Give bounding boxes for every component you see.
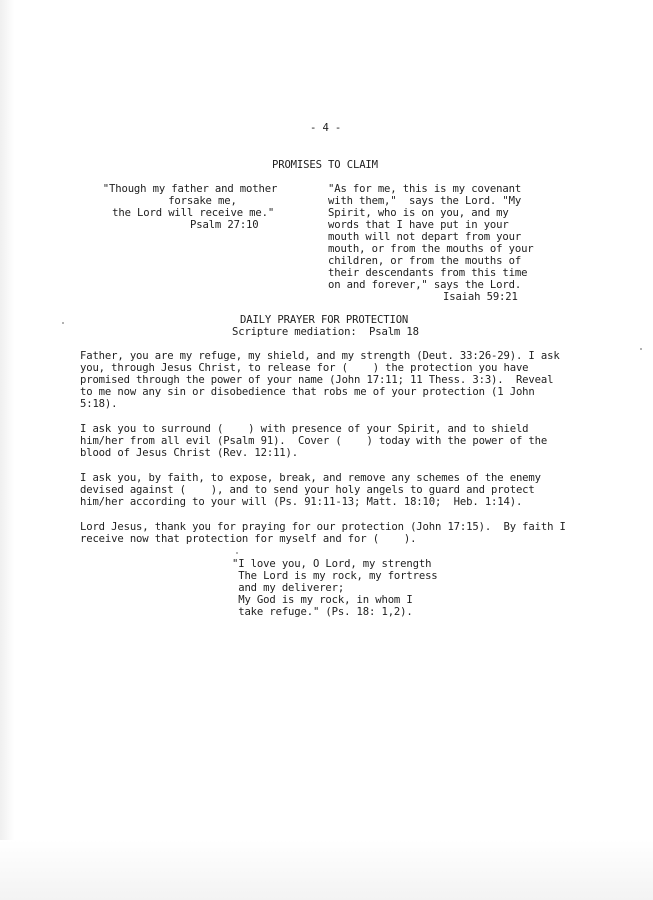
scan-bottom-shadow bbox=[0, 840, 653, 900]
prayer-paragraph-2: I ask you to surround ( ) with presence of your Spirit, and to shield him/her from all evil (Psalm 91). Cover ( ) today with the power of the blood of Jesus Christ (Rev. 12:11). bbox=[80, 423, 548, 459]
scan-speck bbox=[640, 348, 642, 350]
scan-speck bbox=[62, 322, 64, 324]
prayer-paragraph-4: Lord Jesus, thank you for praying for our protection (John 17:15). By faith I receive now that protection for myself and for ( ). bbox=[80, 521, 566, 545]
quote-left-reference: Psalm 27:10 bbox=[190, 219, 259, 231]
quote-right-text: "As for me, this is my covenant with them," says the Lord. "My Spirit, who is on you, and my words that I have put in your mouth will not depart from your mouth, or from the mouths of your children, or from the mouths of their descendants from this time on and forever," says the Lord. bbox=[328, 183, 534, 291]
closing-quote: "I love you, O Lord, my strength The Lord is my rock, my fortress and my deliverer; My God is my rock, in whom I take refuge." (Ps. 18: 1,2). bbox=[232, 558, 438, 618]
scan-edge-shadow bbox=[0, 0, 14, 900]
page-number: - 4 - bbox=[310, 122, 342, 134]
prayer-title: DAILY PRAYER FOR PROTECTION bbox=[240, 314, 409, 326]
section-heading: PROMISES TO CLAIM bbox=[272, 159, 378, 171]
prayer-subtitle: Scripture mediation: Psalm 18 bbox=[232, 326, 419, 338]
quote-left-text: "Though my father and mother forsake me, the Lord will receive me." bbox=[102, 183, 278, 219]
scan-speck bbox=[236, 552, 238, 554]
prayer-paragraph-3: I ask you, by faith, to expose, break, and remove any schemes of the enemy devised against ( ), and to send your holy angels to guard and protect him/her according to your will (Ps. 91:11-13; Matt. 18:10; Heb. 1:14). bbox=[80, 472, 541, 508]
prayer-paragraph-1: Father, you are my refuge, my shield, and my strength (Deut. 33:26-29). I ask you, through Jesus Christ, to release for ( ) the protection you have promised through the power of your name (John 17:11; 11 Thess. 3:3). Reveal to me now any sin or disobedience that robs me of your protection (1 John 5:18). bbox=[80, 350, 560, 410]
quote-right-reference: Isaiah 59:21 bbox=[443, 291, 518, 303]
